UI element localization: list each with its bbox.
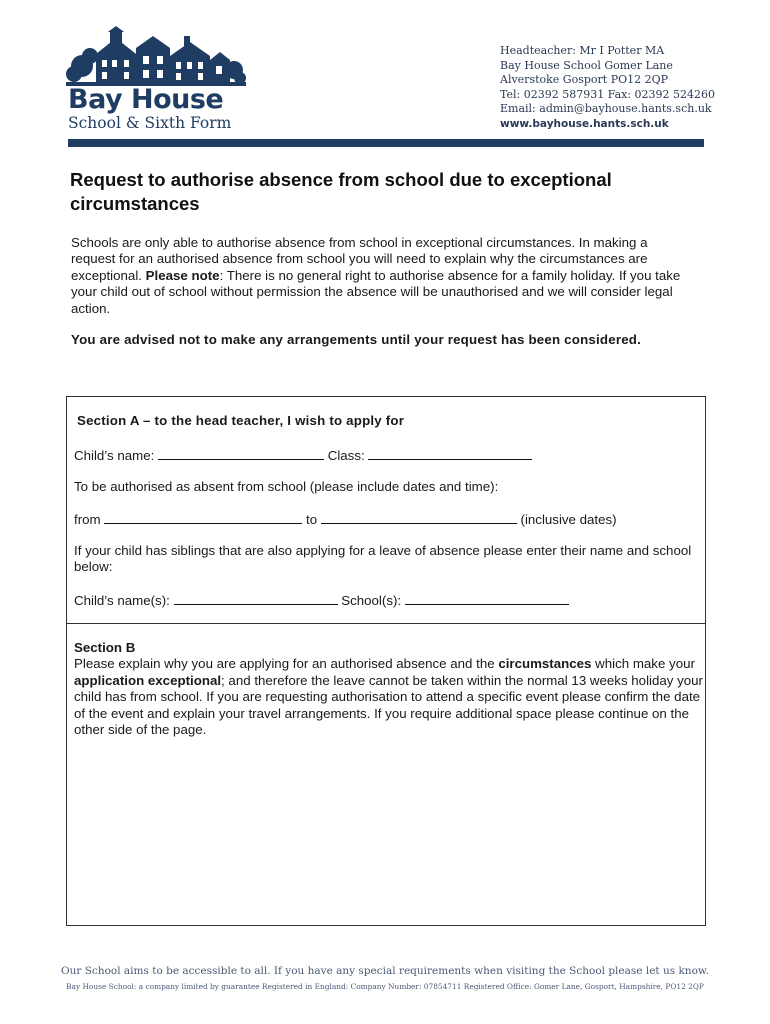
address-line-1: Bay House School Gomer Lane xyxy=(500,58,673,72)
section-a-heading: Section A – to the head teacher, I wish to apply for xyxy=(77,413,405,428)
section-b-text-2: which make your xyxy=(591,656,695,672)
email-line: Email: admin@bayhouse.hants.sch.uk xyxy=(500,102,712,116)
from-date-field[interactable] xyxy=(104,511,302,524)
child-class-row xyxy=(74,447,532,464)
to-label: to xyxy=(306,512,318,527)
intro-text-2: : There is no general right to authorise absence for a family holiday. If you take your child out of school without permission the absence will be unauthorised and we will consider legal action. xyxy=(71,267,681,316)
child-name-label: Child’s name: xyxy=(74,448,155,463)
schools-field[interactable] xyxy=(405,592,569,605)
intro-note-label: Please note xyxy=(145,267,220,283)
siblings-text: If your child has siblings that are also applying for a leave of absence please enter their name and school below: xyxy=(74,543,692,575)
authorise-line: To be authorised as absent from school (please include dates and time): xyxy=(74,479,499,494)
phone-line: Tel: 02392 587931 Fax: 02392 524260 xyxy=(500,87,716,101)
schools-label: School(s): xyxy=(341,593,402,608)
logo-school-name: Bay House xyxy=(68,84,224,115)
section-divider xyxy=(67,623,705,624)
contact-details xyxy=(500,44,715,132)
section-b-text-3: ; and therefore the leave cannot be taken within the normal 13 weeks holiday your child has from school. If you are requesting authorisation to attend a specific event please confirm the date of the event and explain your travel arrangements. If you require additional space please continue on the other side of the page. xyxy=(74,672,703,738)
childs-names-label: Child’s name(s): xyxy=(74,593,170,608)
section-b-instructions xyxy=(74,656,704,738)
headteacher-line: Headteacher: Mr I Potter MA xyxy=(500,44,665,57)
advice-paragraph: You are advised not to make any arrangements until your request has been considered. xyxy=(71,332,642,347)
section-b-bold-1: circumstances xyxy=(498,656,592,672)
class-field[interactable] xyxy=(368,447,532,460)
page-title: Request to authorise absence from school due to exceptional circumstances xyxy=(70,169,612,214)
class-label: Class: xyxy=(327,448,365,463)
logo-school-subtitle: School & Sixth Form xyxy=(68,114,232,132)
siblings-row xyxy=(74,592,569,609)
section-b xyxy=(74,640,704,738)
company-footer: Bay House School: a company limited by guarantee Registered in England: Company Number: 07854711 Registered Office: Gomer Lane, Gosport, Hampshire, PO12 2QP xyxy=(66,982,704,991)
childs-names-field[interactable] xyxy=(174,592,338,605)
dates-row xyxy=(74,511,617,528)
school-logo xyxy=(66,26,256,136)
section-b-text-1: Please explain why you are applying for an authorised absence and the xyxy=(74,656,499,672)
address-line-2: Alverstoke Gosport PO12 2QP xyxy=(500,73,669,87)
to-date-field[interactable] xyxy=(321,511,517,524)
section-b-bold-2: application exceptional xyxy=(74,672,222,688)
website-link[interactable]: www.bayhouse.hants.sch.uk xyxy=(500,117,669,130)
inclusive-dates-label: (inclusive dates) xyxy=(520,512,617,527)
intro-text-1: Schools are only able to authorise absence from school in exceptional circumstances. In making a request for an authorised absence from school you will need to explain why the circumstances are exceptional. xyxy=(71,235,648,283)
header-rule xyxy=(68,139,704,147)
section-b-answer-area[interactable] xyxy=(73,742,699,919)
child-name-field[interactable] xyxy=(158,447,324,460)
application-form xyxy=(66,396,706,926)
school-building-icon xyxy=(66,26,246,88)
section-b-heading: Section B xyxy=(74,640,136,655)
intro-paragraph xyxy=(71,235,691,317)
from-label: from xyxy=(74,512,101,527)
accessibility-footer: Our School aims to be accessible to all. If you have any special requirements when visiting the School please let us know. xyxy=(61,965,709,977)
